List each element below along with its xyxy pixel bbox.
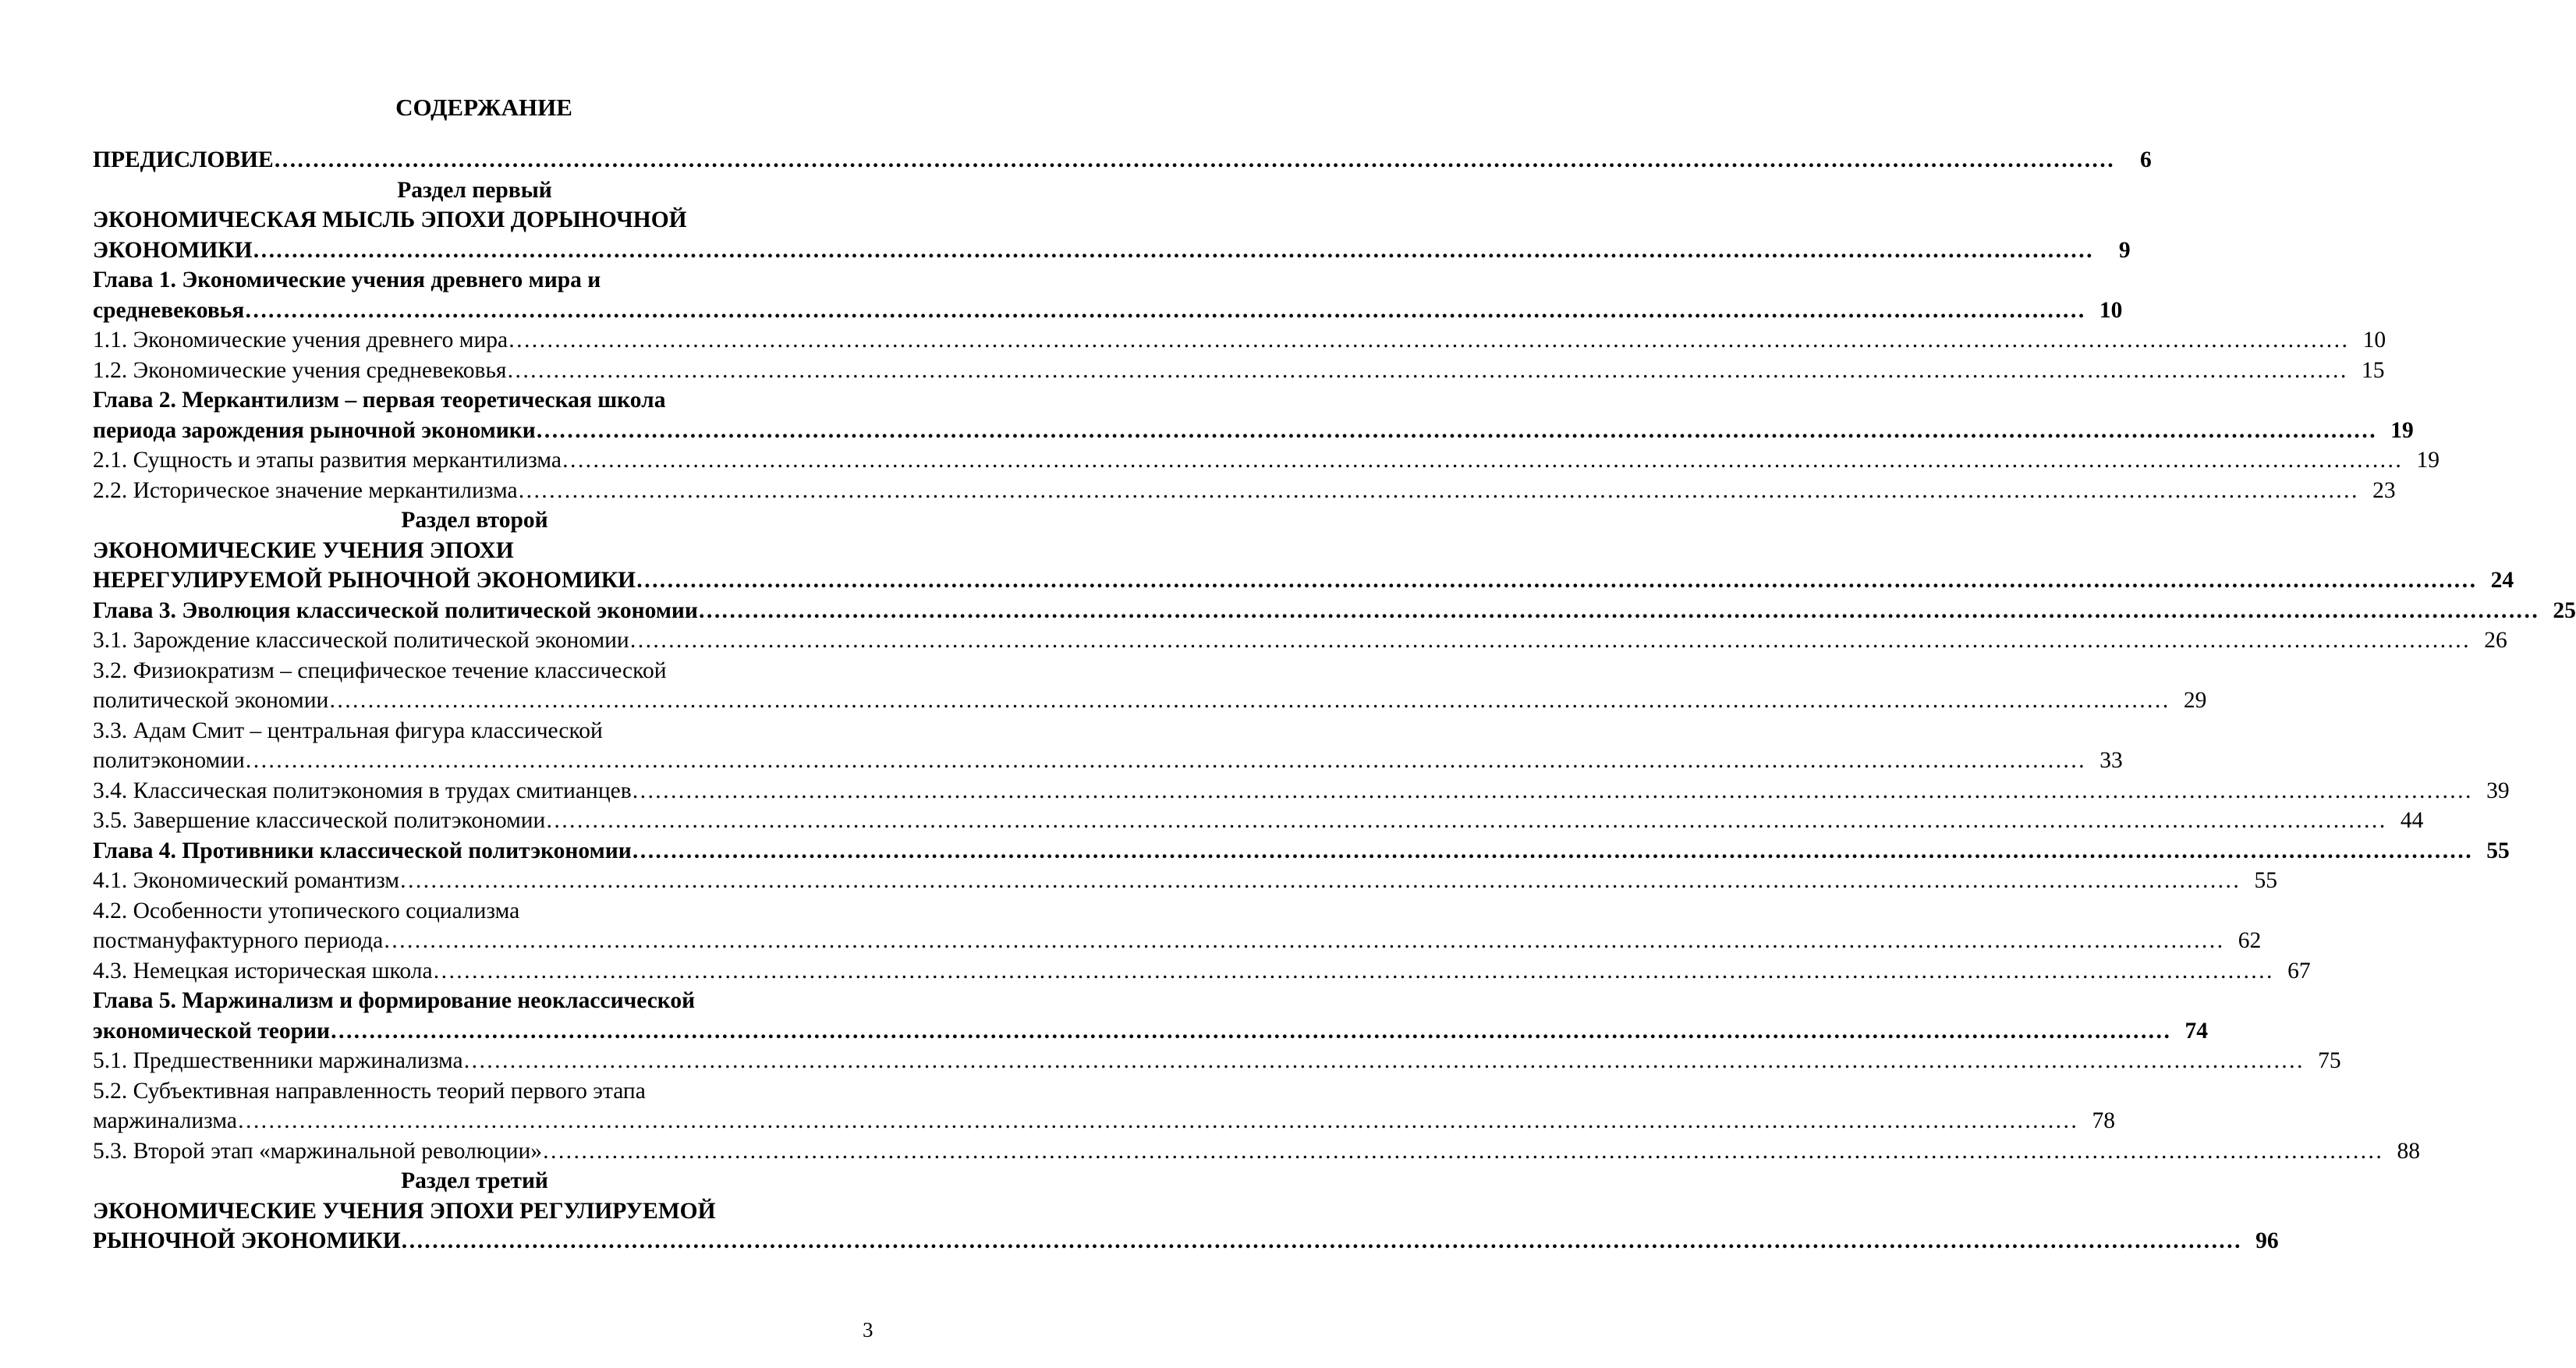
toc-entry-title: 2.1. Сущность и этапы развития меркантилизма [93, 448, 562, 473]
toc-entry-title: 1.1. Экономические учения древнего мира [93, 328, 508, 353]
dot-leader: …………………………………………………………………………………………………………………………………………………………………………………………………………………… [506, 357, 2347, 383]
toc-entry-page: 88 [2397, 1138, 2421, 1164]
toc-heading-line: Глава 2. Меркантилизм – первая теоретическая школа [93, 388, 666, 413]
toc-heading-line: 5.2. Субъективная направленность теорий первого этапа [93, 1078, 646, 1104]
toc-entry-page: 39 [2486, 778, 2510, 803]
toc-entry-page: 33 [2099, 748, 2123, 773]
toc-entry-title: РЫНОЧНОЙ ЭКОНОМИКИ [93, 1228, 401, 1253]
toc-entry [93, 1046, 2341, 1076]
toc-entry-page: 10 [2362, 328, 2386, 353]
toc-entry-title: 3.5. Завершение классической политэкономии [93, 808, 546, 833]
toc-entry [93, 596, 2576, 626]
toc-entry [93, 145, 2152, 175]
toc-entry-page: 67 [2287, 958, 2311, 983]
toc-entry [93, 866, 2278, 896]
dot-leader: …………………………………………………………………………………………………………………………………………………………………………………………………………………… [462, 1048, 2304, 1073]
toc-entry-page: 55 [2254, 868, 2278, 893]
toc-entry [93, 325, 2386, 356]
toc-entry-page: 23 [2372, 477, 2396, 503]
dot-leader: …………………………………………………………………………………………………………………………………………………………………………………………………………………… [400, 1228, 2241, 1253]
toc-entry-page: 15 [2361, 357, 2385, 383]
toc-entry-title: 2.2. Историческое значение меркантилизма [93, 477, 518, 503]
toc-heading-line: 4.2. Особенности утопического социализма [93, 898, 520, 923]
toc-entry-title: ПРЕДИСЛОВИЕ [93, 147, 274, 172]
section-heading: Раздел третий [401, 1168, 548, 1193]
dot-leader: …………………………………………………………………………………………………………………………………………………………………………………………………………………… [535, 417, 2376, 443]
toc-entry-title: Глава 4. Противники классической политэкономии [93, 838, 632, 863]
dot-leader: …………………………………………………………………………………………………………………………………………………………………………………………………………………… [432, 958, 2273, 983]
toc-entry [93, 626, 2507, 656]
toc-entry-title: постмануфактурного периода [93, 928, 384, 953]
table-of-contents [93, 145, 2576, 1256]
dot-leader: …………………………………………………………………………………………………………………………………………………………………………………………………………………… [697, 597, 2539, 623]
toc-entry [93, 296, 2123, 326]
toc-entry [93, 1226, 2279, 1256]
toc-entry-title: 4.3. Немецкая историческая школа [93, 958, 433, 983]
toc-entry-title: 4.1. Экономический романтизм [93, 868, 400, 893]
toc-entry [93, 1136, 2421, 1167]
dot-leader: …………………………………………………………………………………………………………………………………………………………………………………………………………………… [629, 628, 2470, 653]
toc-entry-title: маржинализма [93, 1108, 237, 1133]
page-number: 3 [863, 1318, 873, 1341]
toc-entry [93, 565, 2514, 596]
toc-entry-page: 44 [2400, 808, 2424, 833]
dot-leader: …………………………………………………………………………………………………………………………………………………………………………………………………………………… [328, 688, 2170, 713]
toc-entry-title: периода зарождения рыночной экономики [93, 417, 536, 443]
toc-entry-title: Глава 3. Эволюция классической политической экономии [93, 597, 698, 623]
dot-leader: …………………………………………………………………………………………………………………………………………………………………………………………………………………… [631, 778, 2472, 803]
toc-entry-page: 55 [2486, 838, 2510, 863]
toc-entry-page: 25 [2553, 597, 2576, 623]
toc-entry-title: средневековья [93, 297, 245, 323]
dot-leader: …………………………………………………………………………………………………………………………………………………………………………………………………………………… [508, 328, 2349, 353]
toc-heading-line: 3.2. Физиократизм – специфическое течение классической [93, 657, 667, 683]
section-heading: Раздел первый [397, 177, 552, 203]
toc-entry-title: 3.4. Классическая политэкономия в трудах смитианцев [93, 778, 632, 803]
toc-entry-title: экономической теории [93, 1018, 331, 1044]
toc-entry-title: ЭКОНОМИКИ [93, 237, 253, 263]
dot-leader: …………………………………………………………………………………………………………………………………………………………………………………………………………………… [252, 237, 2093, 263]
toc-entry [93, 416, 2414, 446]
dot-leader: …………………………………………………………………………………………………………………………………………………………………………………………………………………… [236, 1108, 2078, 1133]
toc-heading-line: 3.3. Адам Смит – центральная фигура классической [93, 718, 603, 743]
toc-entry-title: политической экономии [93, 688, 329, 713]
toc-entry-page: 24 [2490, 568, 2514, 593]
toc-heading-line: ЭКОНОМИЧЕСКИЕ УЧЕНИЯ ЭПОХИ РЕГУЛИРУЕМОЙ [93, 1198, 716, 1224]
toc-entry-page: 19 [2390, 417, 2414, 443]
toc-entry-page: 96 [2255, 1228, 2279, 1253]
toc-entry-page: 10 [2099, 297, 2123, 323]
toc-heading-line: Глава 1. Экономические учения древнего мира и [93, 268, 601, 292]
toc-entry [93, 1106, 2115, 1136]
toc-entry-page: 6 [2139, 147, 2152, 172]
toc-entry-title: НЕРЕГУЛИРУЕМОЙ РЫНОЧНОЙ ЭКОНОМИКИ [93, 568, 636, 593]
section-heading: Раздел второй [401, 508, 548, 533]
toc-entry-title: политэкономии [93, 748, 245, 773]
toc-entry [93, 806, 2424, 836]
toc-entry-page: 26 [2484, 628, 2507, 653]
dot-leader: …………………………………………………………………………………………………………………………………………………………………………………………………………………… [244, 297, 2085, 323]
toc-entry [93, 445, 2440, 476]
dot-leader: …………………………………………………………………………………………………………………………………………………………………………………………………………………… [399, 868, 2241, 893]
toc-entry-title: 3.1. Зарождение классической политической экономии [93, 628, 629, 653]
dot-leader: …………………………………………………………………………………………………………………………………………………………………………………………………………………… [383, 928, 2224, 953]
toc-heading-line: ЭКОНОМИЧЕСКАЯ МЫСЛЬ ЭПОХИ ДОРЫНОЧНОЙ [93, 207, 687, 232]
toc-entry-page: 78 [2092, 1108, 2115, 1133]
toc-entry [93, 776, 2510, 806]
toc-entry-page: 75 [2318, 1048, 2341, 1073]
toc-entry [93, 686, 2207, 716]
toc-entry-title: 5.3. Второй этап «маржинальной революции» [93, 1138, 543, 1164]
toc-entry [93, 836, 2510, 867]
toc-entry-page: 19 [2416, 448, 2440, 473]
toc-entry [93, 746, 2123, 776]
dot-leader: …………………………………………………………………………………………………………………………………………………………………………………………………………………… [631, 838, 2472, 863]
dot-leader: …………………………………………………………………………………………………………………………………………………………………………………………………………………… [542, 1138, 2383, 1164]
toc-heading-line: ЭКОНОМИЧЕСКИЕ УЧЕНИЯ ЭПОХИ [93, 537, 514, 563]
dot-leader: …………………………………………………………………………………………………………………………………………………………………………………………………………………… [273, 147, 2114, 172]
toc-entry [93, 476, 2396, 506]
toc-entry [93, 236, 2131, 266]
toc-entry [93, 956, 2311, 987]
toc-entry-page: 74 [2184, 1018, 2209, 1044]
toc-entry-title: 1.2. Экономические учения средневековья [93, 357, 507, 383]
toc-entry-title: 5.1. Предшественники маржинализма [93, 1048, 463, 1073]
toc-entry-page: 9 [2118, 237, 2131, 263]
dot-leader: …………………………………………………………………………………………………………………………………………………………………………………………………………………… [517, 477, 2358, 503]
page-title: СОДЕРЖАНИЕ [395, 94, 572, 121]
toc-entry-page: 29 [2183, 688, 2207, 713]
dot-leader: …………………………………………………………………………………………………………………………………………………………………………………………………………………… [636, 568, 2477, 593]
toc-heading-line: Глава 5. Маржинализм и формирование неоклассической [93, 988, 696, 1013]
dot-leader: …………………………………………………………………………………………………………………………………………………………………………………………………………………… [561, 448, 2402, 473]
toc-entry-page: 62 [2238, 928, 2262, 953]
dot-leader: …………………………………………………………………………………………………………………………………………………………………………………………………………………… [244, 748, 2085, 773]
toc-entry [93, 356, 2385, 386]
toc-entry [93, 926, 2262, 956]
dot-leader: …………………………………………………………………………………………………………………………………………………………………………………………………………………… [545, 808, 2386, 833]
toc-entry [93, 1016, 2209, 1047]
dot-leader: …………………………………………………………………………………………………………………………………………………………………………………………………………………… [330, 1018, 2171, 1044]
